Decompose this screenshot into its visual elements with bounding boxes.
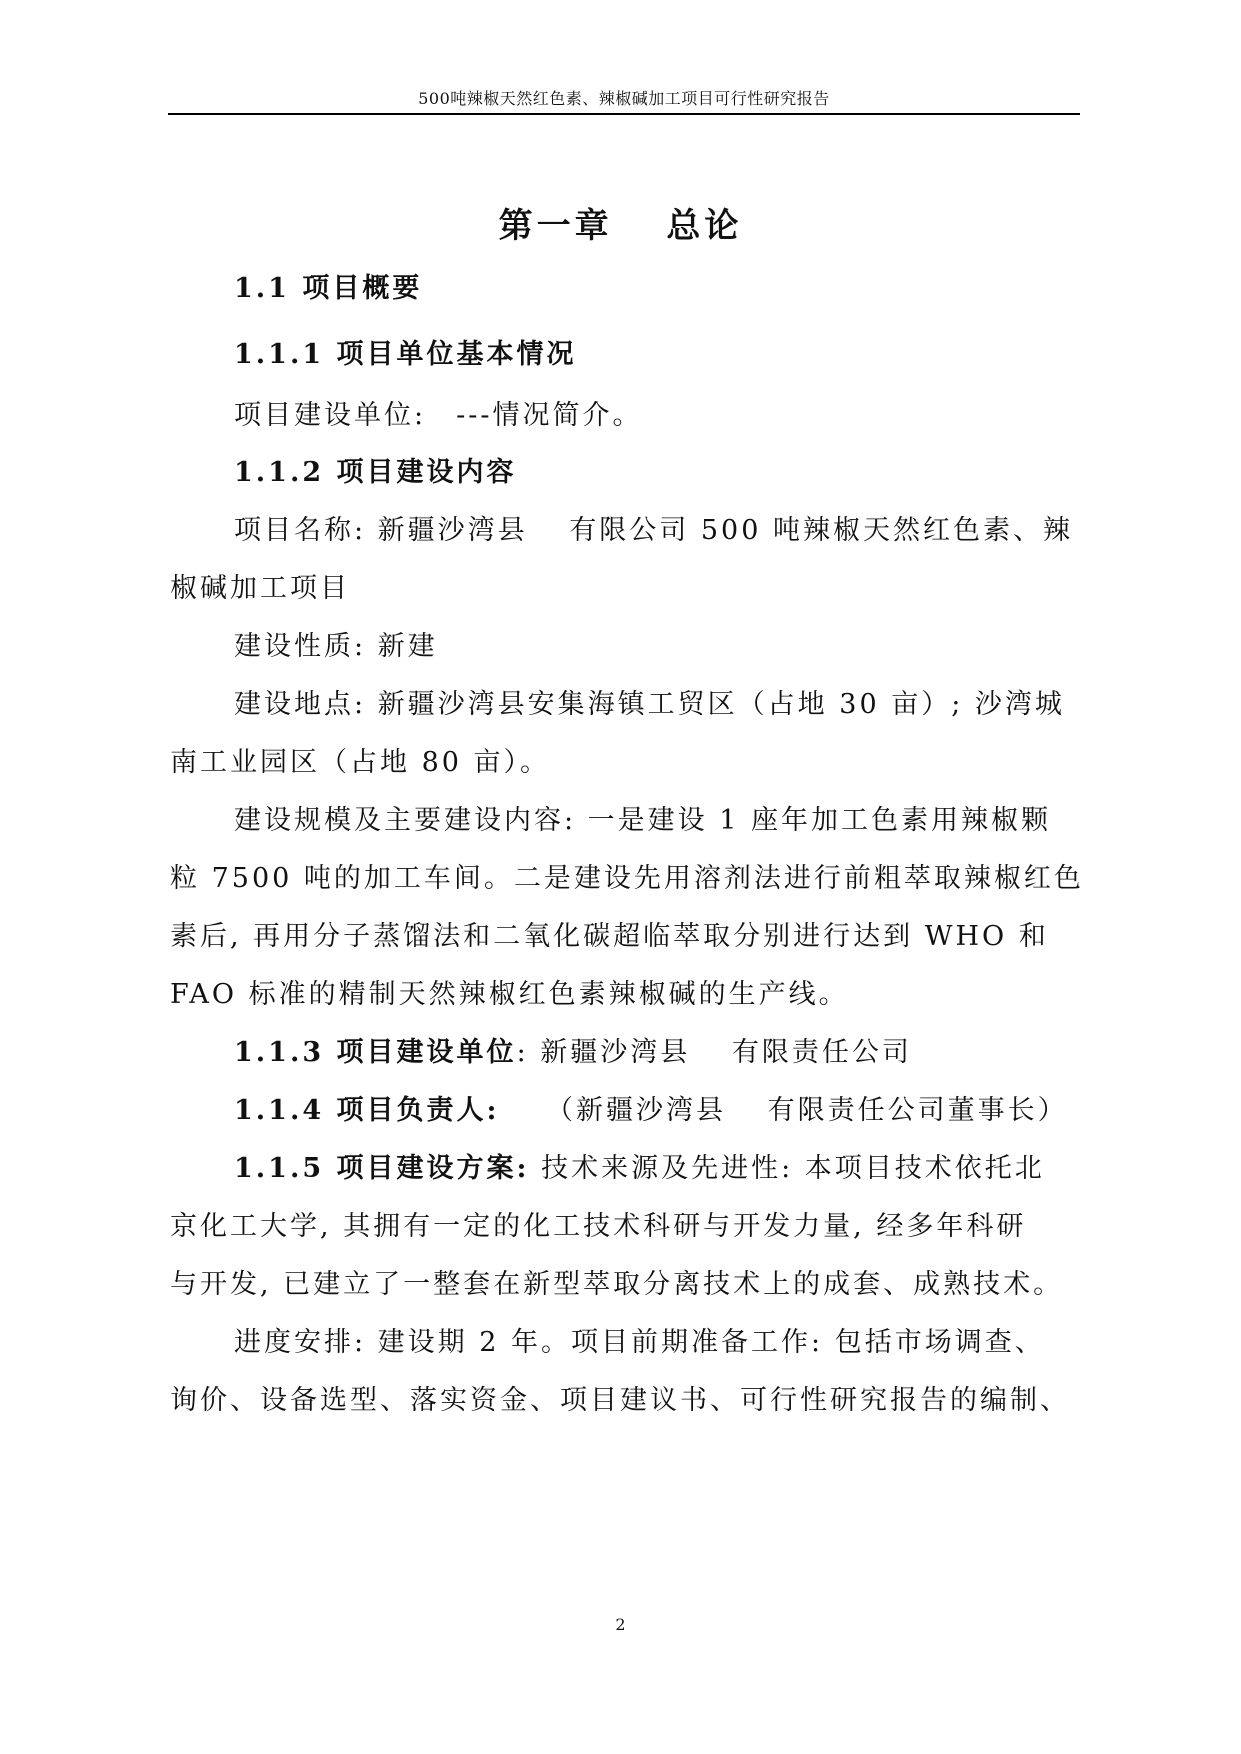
section-heading-1-1-2: 1.1.2 项目建设内容	[234, 457, 517, 488]
scale-line-2: 粒 7500 吨的加工车间。二是建设先用溶剂法进行前粗萃取辣椒红色	[170, 863, 1084, 894]
section-1-1-3-value: : 新疆沙湾县 有限责任公司	[516, 1037, 912, 1068]
project-unit-line: 项目建设单位: ---情况简介。	[234, 400, 643, 431]
section-1-1-4-value: （新疆沙湾县 有限责任公司董事长）	[499, 1095, 1068, 1126]
tech-line-3: 与开发, 已建立了一整套在新型萃取分离技术上的成套、成熟技术。	[170, 1269, 1064, 1300]
section-1-1-3	[234, 1030, 1094, 1069]
section-1-1-5-value: 技术来源及先进性: 本项目技术依托北	[529, 1153, 1045, 1184]
tech-line-2: 京化工大学, 其拥有一定的化工技术科研与开发力量, 经多年科研	[170, 1211, 1027, 1242]
construction-site-line-2: 南工业园区（占地 80 亩）。	[170, 747, 551, 778]
section-heading-1-1-1: 1.1.1 项目单位基本情况	[234, 339, 577, 370]
schedule-line-1: 进度安排: 建设期 2 年。项目前期准备工作: 包括市场调查、	[234, 1327, 1045, 1358]
section-1-1-5	[234, 1146, 1094, 1185]
page-number: 2	[615, 1615, 626, 1634]
section-1-1-4-label: 1.1.4 项目负责人:	[234, 1095, 500, 1126]
project-name-line-2: 椒碱加工项目	[170, 573, 350, 604]
scale-line-1: 建设规模及主要建设内容: 一是建设 1 座年加工色素用辣椒颗	[234, 805, 1052, 836]
construction-site-line-1: 建设地点: 新疆沙湾县安集海镇工贸区（占地 30 亩）; 沙湾城	[234, 689, 1065, 720]
scale-line-4: FAO 标准的精制天然辣椒红色素辣椒碱的生产线。	[170, 979, 849, 1010]
running-header: 500吨辣椒天然红色素、辣椒碱加工项目可行性研究报告	[418, 89, 830, 108]
section-1-1-4	[234, 1088, 1094, 1127]
chapter-title: 第一章 总论	[498, 206, 743, 246]
section-1-1-5-label: 1.1.5 项目建设方案:	[234, 1153, 530, 1184]
scale-line-3: 素后, 再用分子蒸馏法和二氧化碳超临萃取分别进行达到 WHO 和	[170, 921, 1049, 952]
section-heading-1-1: 1.1 项目概要	[234, 273, 423, 304]
project-name-line-1: 项目名称: 新疆沙湾县 有限公司 500 吨辣椒天然红色素、辣	[234, 515, 1073, 546]
section-1-1-3-label: 1.1.3 项目建设单位	[234, 1037, 517, 1068]
header-divider	[168, 113, 1080, 115]
schedule-line-2: 询价、设备选型、落实资金、项目建议书、可行性研究报告的编制、	[170, 1385, 1070, 1416]
construction-nature: 建设性质: 新建	[234, 631, 438, 662]
